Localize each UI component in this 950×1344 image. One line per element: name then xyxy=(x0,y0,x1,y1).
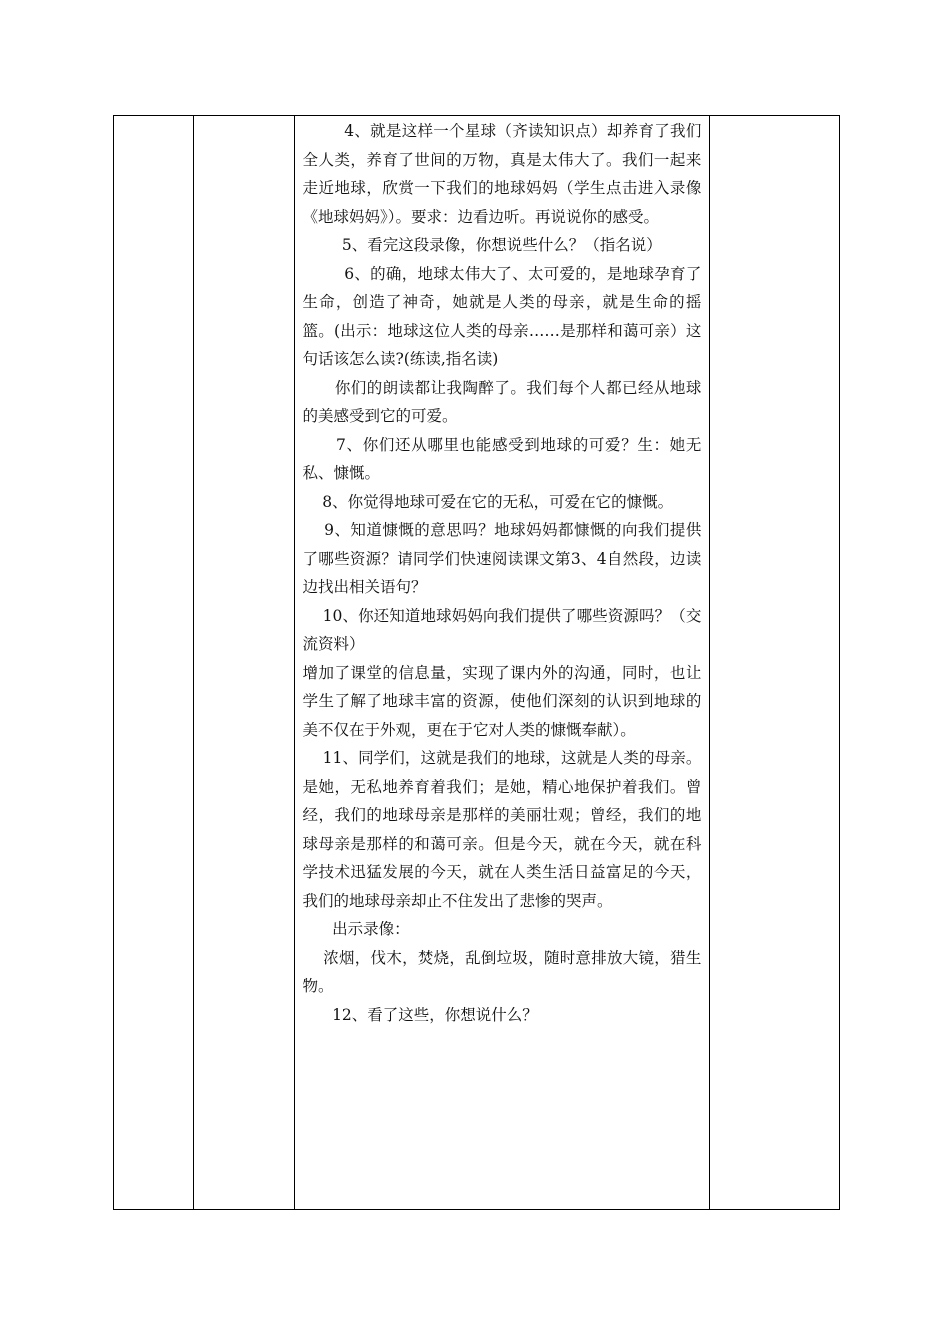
table-column-1 xyxy=(114,116,194,1209)
paragraph: 5、看完这段录像，你想说些什么？（指名说） xyxy=(302,236,662,254)
paragraph: 出示录像： xyxy=(302,920,410,938)
paragraph: 10、你还知道地球妈妈向我们提供了哪些资源吗？（交流资料） xyxy=(302,606,702,653)
paragraph: 9、知道慷慨的意思吗？地球妈妈都慷慨的向我们提供了哪些资源？请同学们快速阅读课文第3、4自然段，边读边找出相关语句？ xyxy=(302,521,702,596)
paragraph: 增加了课堂的信息量，实现了课内外的沟通，同时，也让学生了解了地球丰富的资源，使他们深刻的认识到地球的美不仅在于外观，更在于它对人类的慷慨奉献）。 xyxy=(302,663,702,739)
paragraph: 6、的确，地球太伟大了、太可爱的，是地球孕育了生命，创造了神奇，她就是人类的母亲，就是生命的摇篮。(出示：地球这位人类的母亲……是那样和蔼可亲）这句话该怎么读?(练读,指名读) xyxy=(302,264,702,368)
paragraph: 7、你们还从哪里也能感受到地球的可爱？生：她无私、慷慨。 xyxy=(302,435,702,482)
paragraph: 11、同学们，这就是我们的地球，这就是人类的母亲。是她，无私地养育着我们；是她，精心地保护着我们。曾经，我们的地球母亲是那样的美丽壮观；曾经，我们的地球母亲是那样的和蔼可亲。但是今天，就在今天，就在科学技术迅猛发展的今天，就在人类生活日益富足的今天，我们的地球母亲却止不住发出了悲惨的哭声。 xyxy=(302,749,702,910)
paragraph: 8、你觉得地球可爱在它的无私，可爱在它的慷慨。 xyxy=(302,492,674,511)
teaching-process-text xyxy=(295,116,710,1029)
teaching-process-column xyxy=(295,116,711,1209)
paragraph: 你们的朗读都让我陶醉了。我们每个人都已经从地球的美感受到它的可爱。 xyxy=(302,378,702,425)
paragraph: 12、看了这些，你想说什么？ xyxy=(302,1005,538,1024)
lesson-plan-table xyxy=(113,115,840,1210)
paragraph: 浓烟，伐木，焚烧，乱倒垃圾，随时意排放大镜，猎生物。 xyxy=(302,948,702,995)
table-column-2 xyxy=(194,116,295,1209)
table-column-4 xyxy=(710,116,839,1209)
paragraph: 4、就是这样一个星球（齐读知识点）却养育了我们全人类，养育了世间的万物，真是太伟大了。我们一起来走近地球，欣赏一下我们的地球妈妈（学生点击进入录像《地球妈妈》）。要求：边看边听。再说说你的感受。 xyxy=(302,122,702,226)
